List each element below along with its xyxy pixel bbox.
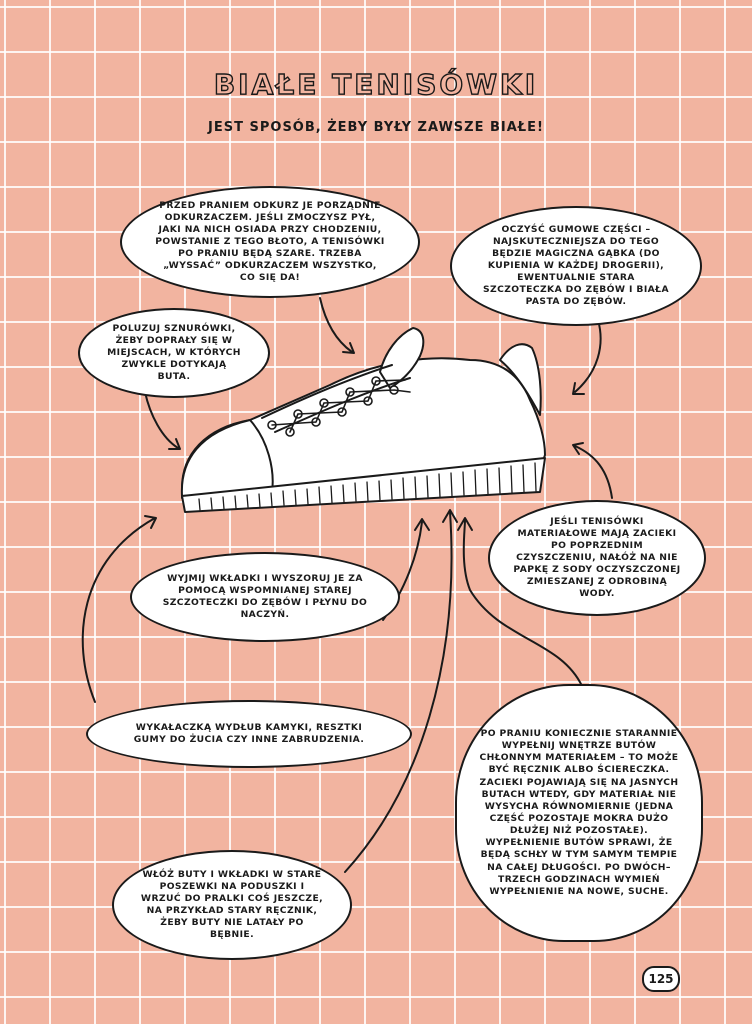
shoe-toe-cap — [182, 420, 273, 496]
tip-rubber-text: OCZYŚĆ GUMOWE CZĘŚCI – NAJSKUTECZNIEJSZA DO TEGO BĘDZIE MAGICZNA GĄBKA (DO KUPIENIA W KAŻDEJ DROGERII), EWENTUALNIE STARA SZCZOTECZKA DO ZĘBÓW I BIAŁA PASTA DO ZĘBÓW. — [483, 223, 669, 308]
tip-vacuum-bubble — [120, 186, 420, 298]
tip-stains-bubble — [488, 500, 706, 616]
tip-vacuum-text: PRZED PRANIEM ODKURZ JE PORZĄDNIE ODKURZACZEM. JEŚLI ZMOCZYSZ PYŁ, JAKI NA NICH OSIADA PRZY CHODZENIU, POWSTANIE Z TEGO BŁOTO, A TENISÓWKI PO PRANIU BĘDĄ SZARE. TRZEBA „WYSSAĆ” ODKURZACZEM WSZYSTKO, CO SIĘ DA! — [155, 199, 385, 284]
tip-washing-bubble — [112, 850, 352, 960]
tip-insoles-text: WYJMIJ WKŁADKI I WYSZORUJ JE ZA POMOCĄ WSPOMNIANEJ STAREJ SZCZOTECZKI DO ZĘBÓW I PŁYNU DO NACZYŃ. — [162, 572, 368, 621]
tip-washing-text: WŁÓŻ BUTY I WKŁADKI W STARE POSZEWKI NA PODUSZKI I WRZUĆ DO PRALKI COŚ JESZCZE, NA PRZYKŁAD STARY RĘCZNIK, ŻEBY BUTY NIE LATAŁY PO BĘBNIE. — [140, 868, 324, 941]
tip-stains-text: JEŚLI TENISÓWKI MATERIAŁOWE MAJĄ ZACIEKI PO POPRZEDNIM CZYSZCZENIU, NAŁÓŻ NA NIE PAPKĘ Z SODY OCZYSZCZONEJ ZMIESZANEJ Z ODROBINĄ WODY. — [513, 515, 681, 600]
tip-toothpick-text: WYKAŁACZKĄ WYDŁUB KAMYKI, RESZTKI GUMY DO ŻUCIA CZY INNE ZABRUDZENIA. — [133, 721, 365, 745]
tip-rubber-bubble — [450, 206, 702, 326]
tip-toothpick-bubble — [86, 700, 412, 768]
page-title: BIAŁE TENISÓWKI — [213, 68, 539, 101]
tip-insoles-bubble — [130, 552, 400, 642]
tip-drying-bubble — [455, 684, 703, 942]
tip-laces-bubble — [78, 308, 270, 398]
tip-drying-text: PO PRANIU KONIECZNIE STARANNIE WYPEŁNIJ WNĘTRZE BUTÓW CHŁONNYM MATERIAŁEM – TO MOŻE BYĆ RĘCZNIK ALBO ŚCIERECZKA. ZACIEKI POJAWIAJĄ SIĘ NA JASNYCH BUTACH WTEDY, GDY MATERIAŁ NIE WYSYCHA RÓWNOMIERNIE (JEDNA CZĘŚĆ POZOSTAJE MOKRA DUŻO DŁUŻEJ NIŻ POZOSTAŁE). WYPEŁNIENIE BUTÓW SPRAWI, ŻE BĘDĄ SCHŁY W TYM SAMYM TEMPIE NA CAŁEJ DŁUGOŚCI. PO DWÓCH–TRZECH GODZINACH WYMIEŃ WYPEŁNIENIE NA NOWE, SUCHE. — [479, 728, 679, 897]
tip-laces-text: POLUZUJ SZNURÓWKI, ŻEBY DOPRAŁY SIĘ W MIEJSCACH, W KTÓRYCH ZWYKLE DOTYKAJĄ BUTA. — [107, 322, 241, 383]
page-subtitle: JEST SPOSÓB, ŻEBY BYŁY ZAWSZE BIAŁE! — [208, 120, 544, 135]
page-number: 125 — [642, 966, 680, 992]
